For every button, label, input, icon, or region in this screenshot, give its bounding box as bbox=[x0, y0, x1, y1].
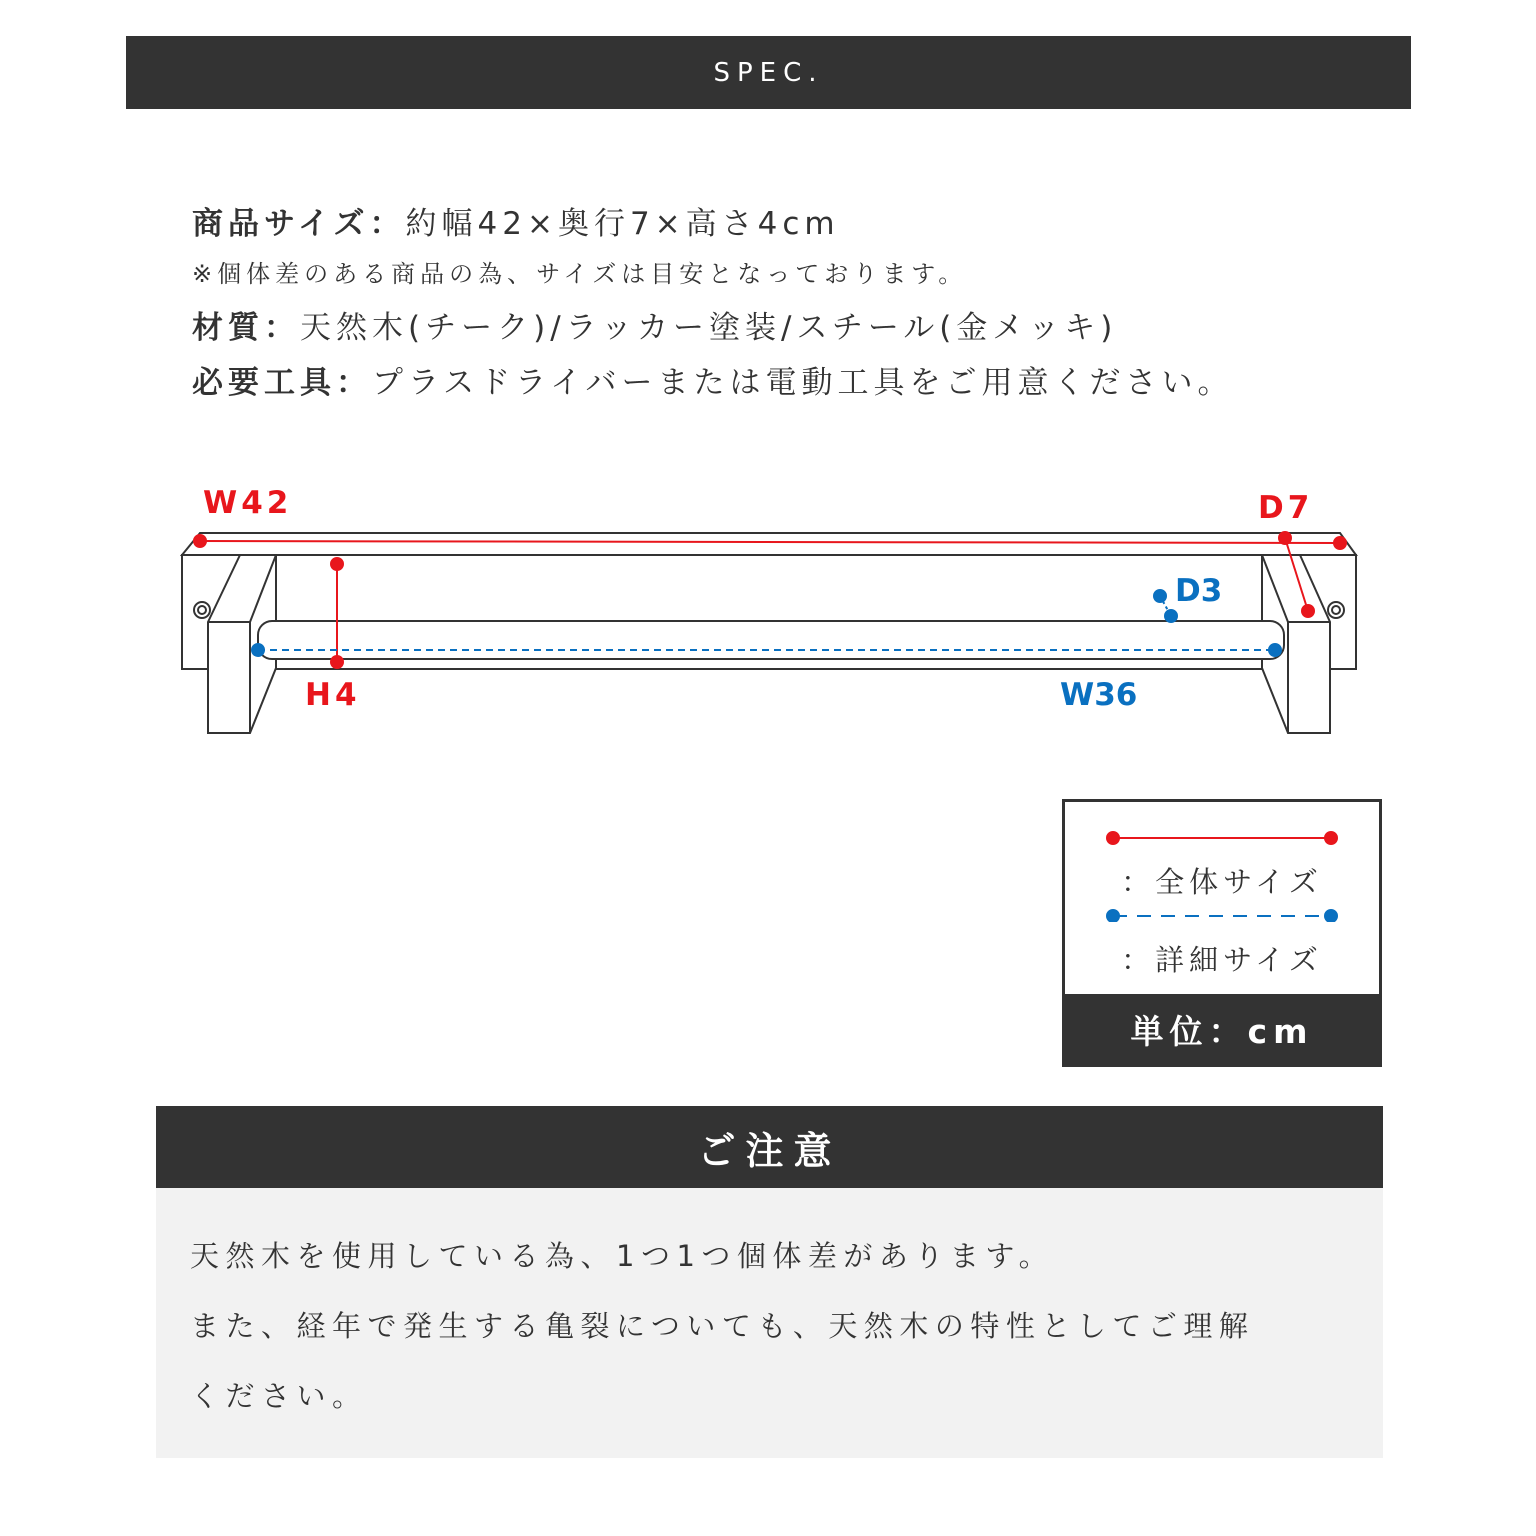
spec-tools-line bbox=[192, 357, 1234, 402]
spec-header-bar bbox=[126, 36, 1411, 109]
dimension-legend bbox=[1062, 799, 1382, 1067]
spec-material-label: 材質： bbox=[192, 310, 300, 346]
notice-heading: ご注意 bbox=[156, 1106, 1383, 1188]
dim-d3-label: D3 bbox=[1175, 573, 1223, 609]
spec-size-line bbox=[192, 198, 840, 243]
spec-material-line bbox=[192, 302, 1117, 347]
legend-total-label: ：全体サイズ bbox=[1121, 865, 1323, 899]
legend-unit: 単位：cm bbox=[1065, 994, 1379, 1064]
spec-tools-value: プラスドライバーまたは電動工具をご用意ください。 bbox=[372, 365, 1234, 401]
spec-tools-label: 必要工具： bbox=[192, 365, 372, 401]
spec-size-value: 約幅42×奥行7×高さ4cm bbox=[405, 206, 840, 242]
spec-size-note: ※個体差のある商品の為、サイズは目安となっております。 bbox=[192, 260, 968, 288]
notice-body bbox=[156, 1188, 1383, 1458]
dim-w42-label: W42 bbox=[203, 485, 293, 521]
spec-header-title: SPEC. bbox=[713, 57, 824, 88]
diagram-rod bbox=[258, 621, 1284, 659]
spec-size-label: 商品サイズ： bbox=[192, 206, 406, 242]
notice-line-2: また、経年で発生する亀裂についても、天然木の特性としてご理解 bbox=[190, 1309, 1255, 1343]
diagram-top-plank bbox=[182, 533, 1356, 555]
dim-w36-label: W36 bbox=[1060, 677, 1138, 713]
dim-h4-label: H4 bbox=[305, 677, 361, 713]
legend-detail-label: ：詳細サイズ bbox=[1121, 943, 1323, 977]
dim-d7-label: D7 bbox=[1258, 490, 1314, 526]
notice-line-1: 天然木を使用している為、1つ1つ個体差があります。 bbox=[190, 1239, 1055, 1273]
spec-material-value: 天然木(チーク)/ラッカー塗装/スチール(金メッキ) bbox=[300, 310, 1118, 346]
notice-line-3: ください。 bbox=[190, 1379, 368, 1413]
